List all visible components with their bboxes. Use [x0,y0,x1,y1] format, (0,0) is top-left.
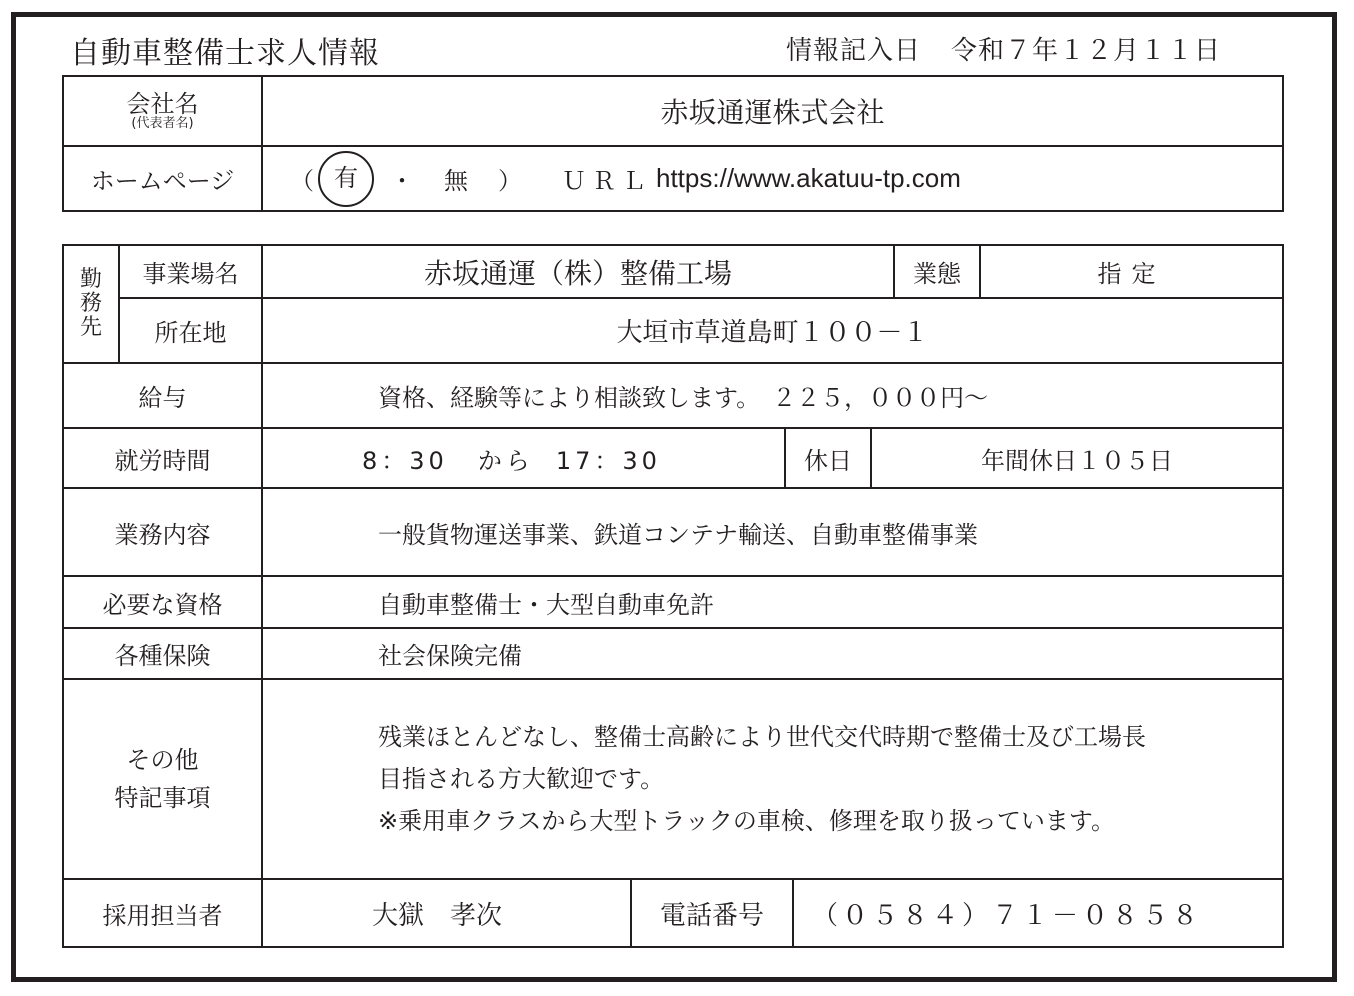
company-sublabel: (代表者名) [131,116,194,131]
notes-line: 残業ほとんどなし、整備士高齢により世代交代時期で整備士及び工場長 [378,723,1146,751]
workplace-group-char-2: 務 [79,291,102,316]
address-label: 所在地 [154,319,227,347]
company-label: 会社名 [126,90,199,118]
homepage-close-paren: ） [498,167,522,195]
workplace-name-label: 事業場名 [142,260,239,288]
notes-text [378,716,1146,842]
contact-person: 大獄 孝次 [372,900,503,931]
workplace-group-label [64,246,118,362]
url-label: ＵＲＬ [562,167,652,195]
company-label-cell [64,77,261,145]
duties-value: 一般貨物運送事業、鉄道コンテナ輸送、自動車整備事業 [378,520,978,549]
duties-label: 業務内容 [114,520,211,549]
entry-date-value: 令和７年１２月１１日 [951,36,1222,66]
holiday-value: 年間休日１０５日 [981,446,1173,475]
notes-label-line2: 特記事項 [114,784,211,812]
notes-line: 目指される方大歓迎です。 [378,765,665,793]
document-title: 自動車整備士求人情報 [70,36,380,71]
notes-label-cell [64,680,261,878]
hours-from: から [477,446,534,475]
notes-line: ※乗用車クラスから大型トラックの車検、修理を取り扱っています。 [378,807,1115,835]
holiday-label: 休日 [804,446,852,475]
homepage-url-link[interactable]: https://www.akatuu-tp.com [656,163,961,193]
contact-person-label: 採用担当者 [102,901,223,930]
homepage-option-yes: 有 [334,163,358,192]
business-type: 指定 [1097,260,1166,288]
insurance-label: 各種保険 [114,642,211,670]
hours-start: 8：30 [362,446,448,475]
homepage-option-no: 無 [444,167,468,195]
hours-label: 就労時間 [114,446,211,475]
insurance-value: 社会保険完備 [378,642,522,670]
address: 大垣市草道島町１００－１ [616,318,929,348]
salary-value: 資格、経験等により相談致します。 ２２５，０００円～ [378,384,989,412]
workplace-group-char-1: 勤 [79,267,102,292]
notes-label-line1: その他 [126,746,199,774]
homepage-separator: ・ [390,167,414,195]
homepage-value [290,147,1280,210]
company-name: 赤坂通運株式会社 [660,96,885,129]
workplace-name: 赤坂通運（株）整備工場 [423,256,732,290]
phone-number[interactable]: （０５８４）７１－０８５８ [812,900,1203,931]
entry-date [786,30,1221,67]
homepage-label: ホームページ [90,167,235,195]
qualifications-value: 自動車整備士・大型自動車免許 [378,590,714,619]
hours-value [362,429,782,487]
workplace-group-char-3: 先 [79,315,102,340]
homepage-option-yes-selected [318,151,374,207]
entry-date-label: 情報記入日 [786,36,922,66]
phone-label: 電話番号 [659,900,764,931]
business-type-label: 業態 [913,260,961,288]
hours-end: 17：30 [555,446,661,475]
homepage-open-paren: （ [290,167,314,195]
salary-label: 給与 [138,384,187,412]
qualifications-label: 必要な資格 [102,590,223,619]
